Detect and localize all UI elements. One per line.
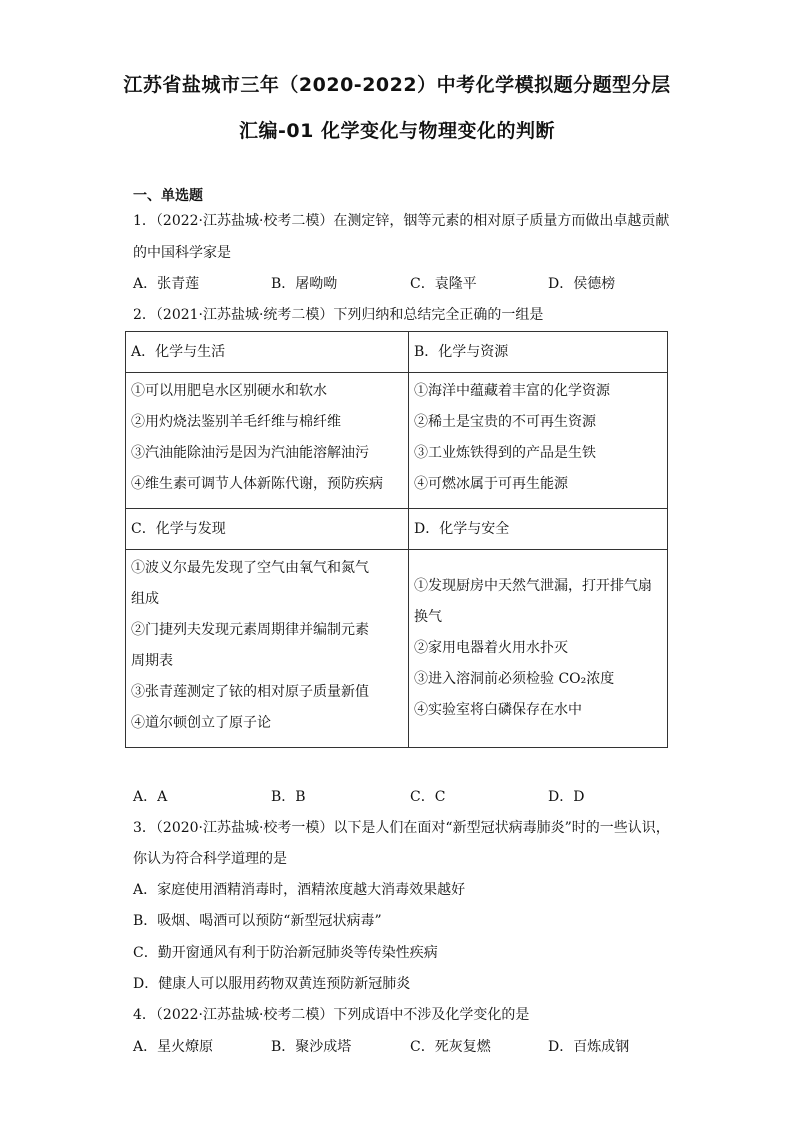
q2-option-a: A．A [133, 789, 168, 805]
table-cell-b-head: B．化学与资源 [409, 332, 668, 373]
q1-option-c: C．袁隆平 [410, 276, 477, 292]
a-item-4: ④维生素可调节人体新陈代谢，预防疾病 [131, 476, 383, 492]
a-item-3: ③汽油能除油污是因为汽油能溶解油污 [131, 445, 369, 461]
c-item-1: ①波义尔最先发现了空气由氧气和氮气组成 [131, 560, 369, 607]
d-item-3: ③进入溶洞前必须检验 CO₂浓度 [414, 670, 615, 687]
d-item-1: ①发现厨房中天然气泄漏，打开排气扇换气 [414, 577, 652, 625]
table-cell-d-head: D．化学与安全 [409, 509, 668, 550]
table-cell-a-head: A．化学与生活 [126, 332, 409, 373]
q3-option-a: A．家庭使用酒精消毒时，酒精浓度越大消毒效果越好 [133, 882, 466, 898]
c-item-4: ④道尔顿创立了原子论 [131, 715, 271, 731]
q2-stem: 2．（2021·江苏盐城·统考二模）下列归纳和总结完全正确的一组是 [133, 307, 544, 323]
b-item-4: ④可燃冰属于可再生能源 [414, 476, 568, 492]
q2-option-b: B．B [271, 789, 306, 805]
section-heading: 一、单选题 [133, 188, 203, 204]
d-item-2: ②家用电器着火用水扑灭 [414, 639, 568, 656]
q3-option-b: B．吸烟、喝酒可以预防“新型冠状病毒” [133, 913, 382, 929]
q1-option-d: D．侯德榜 [548, 276, 616, 292]
c-item-2: ②门捷列夫发现元素周期律并编制元素周期表 [131, 622, 369, 669]
table-cell-d-body [409, 550, 668, 748]
q1-option-b: B．屠呦呦 [271, 276, 338, 292]
document-title-line1: 江苏省盐城市三年（2020-2022）中考化学模拟题分题型分层 [123, 74, 671, 96]
b-item-2: ②稀土是宝贵的不可再生资源 [414, 414, 596, 430]
q4-option-c: C．死灰复燃 [410, 1039, 491, 1055]
b-item-3: ③工业炼铁得到的产品是生铁 [414, 445, 596, 461]
q1-stem-line1: 1．（2022·江苏盐城·校考二模）在测定锌，铟等元素的相对原子质量方而做出卓越贡献 [133, 213, 670, 229]
a-item-2: ②用灼烧法鉴别羊毛纤维与棉纤维 [131, 414, 341, 430]
document-title-line2: 汇编-01 化学变化与物理变化的判断 [239, 120, 555, 142]
a-item-1: ①可以用肥皂水区别硬水和软水 [131, 383, 327, 399]
q4-option-b: B．聚沙成塔 [271, 1039, 352, 1055]
c-item-3: ③张青莲测定了铱的相对原子质量新值 [131, 684, 369, 700]
d-item-4: ④实验室将白磷保存在水中 [414, 701, 582, 718]
table-cell-a-body [126, 373, 409, 509]
q2-option-d: D．D [548, 789, 585, 805]
table-cell-b-body [409, 373, 668, 509]
q2-option-c: C．C [410, 789, 446, 805]
q4-option-a: A．星火燎原 [133, 1039, 214, 1055]
q4-option-d: D．百炼成钢 [548, 1039, 630, 1055]
q2-summary-table [125, 331, 668, 748]
q3-option-d: D．健康人可以服用药物双黄连预防新冠肺炎 [133, 976, 411, 992]
q4-stem: 4．（2022·江苏盐城·校考二模）下列成语中不涉及化学变化的是 [133, 1007, 530, 1023]
q1-option-a: A．张青莲 [133, 276, 200, 292]
b-item-1: ①海洋中蕴藏着丰富的化学资源 [414, 383, 610, 399]
q3-stem-line2: 你认为符合科学道理的是 [133, 851, 287, 867]
q1-stem-line2: 的中国科学家是 [133, 245, 231, 261]
table-cell-c-body [126, 550, 409, 748]
table-cell-c-head: C．化学与发现 [126, 509, 409, 550]
q3-option-c: C．勤开窗通风有利于防治新冠肺炎等传染性疾病 [133, 945, 438, 961]
q3-stem-line1: 3．（2020·江苏盐城·校考一模）以下是人们在面对“新型冠状病毒肺炎”时的一些认识， [133, 820, 670, 836]
